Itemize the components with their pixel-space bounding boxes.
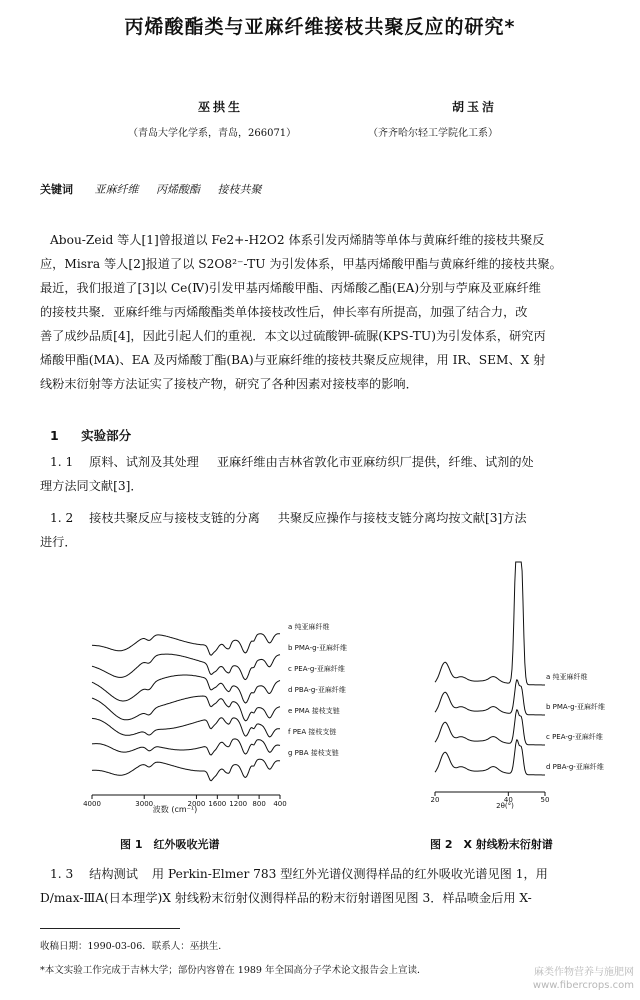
intro-paragraph [40, 228, 628, 396]
xrd-ticks [431, 792, 550, 804]
ir-series-line [92, 654, 280, 680]
xrd-series-line [435, 680, 545, 715]
intro-line: 应，Misra 等人[2]报道了以 S2O8²⁻-TU 为引发体系，甲基丙烯酸甲酯与黄麻纤维的接枝共聚。 [40, 257, 562, 271]
intro-line: 线粉末衍射等方法证实了接枝产物，研究了各种因素对接枝率的影响． [40, 377, 418, 391]
ir-tick-label: 3000 [135, 800, 154, 808]
author-2-name: 胡玉洁 [452, 100, 498, 114]
ir-legend-entry: a 纯亚麻纤维 [288, 623, 330, 631]
keyword-item: 丙烯酸酯 [156, 183, 200, 196]
subsection-text: 亚麻纤维由吉林省敦化市亚麻纺织厂提供，纤维、试剂的处 [216, 455, 534, 469]
xrd-series-line [435, 562, 545, 685]
subsection-text: 用 Perkin-Elmer 783 型红外光谱仪测得样品的红外吸收光谱见图 1，用 [151, 867, 548, 881]
intro-line: Abou-Zeid 等人[1]曾报道以 Fe2+-H2O2 体系引发丙烯腈等单体与黄麻纤维的接枝共聚反 [50, 233, 545, 247]
author-1-name: 巫拱生 [198, 100, 244, 114]
figure-2-caption: 图 2 X 射线粉末衍射谱 [430, 838, 553, 851]
xrd-legend [546, 672, 605, 771]
ir-tick-label: 4000 [83, 800, 101, 808]
ir-series-line [92, 696, 280, 721]
intro-line: 善了成纱品质[4]，因此引起人们的重视．本文以过硫酸钾-硫脲(KPS-TU)为引发体系，研究丙 [40, 329, 546, 343]
footnote-note: *本文实验工作完成于吉林大学；部份内容曾在 1989 年全国高分子学术论文报告会上宣读． [40, 965, 427, 976]
ir-series-line [92, 718, 280, 737]
watermark-line: www.fibercrops.com [532, 980, 634, 991]
ir-legend-entry: e PMA 接枝支链 [288, 707, 340, 715]
xrd-tick-label: 40 [503, 796, 513, 804]
intro-line: 的接枝共聚．亚麻纤维与丙烯酸酯类单体接枝改性后，伸长率有所提高，加强了结合力，改 [40, 305, 528, 319]
section-title: 实验部分 [81, 428, 132, 443]
ir-tick-label: 1200 [229, 800, 248, 808]
ir-tick-label: 1600 [208, 800, 227, 808]
ir-tick-label: 2000 [187, 800, 206, 808]
xrd-chart [420, 560, 630, 810]
keywords-label: 关键词 [40, 183, 73, 196]
keyword-item: 亚麻纤维 [94, 183, 139, 196]
subsection-text: 共聚反应操作与接枝支链分离均按文献[3]方法 [277, 511, 527, 525]
subsection-line [40, 450, 628, 474]
xrd-tick-label: 20 [430, 796, 440, 804]
subsection-number: 1. 2 [50, 511, 74, 525]
xrd-tick-label: 50 [540, 796, 550, 804]
xrd-legend-entry: c PEA-g-亚麻纤维 [546, 733, 603, 741]
subsection-number: 1. 1 [50, 455, 74, 469]
subsection-heading: 结构测试 [89, 867, 138, 881]
ir-legend-entry: b PMA-g-亚麻纤维 [288, 644, 348, 652]
ir-x-axis-label: 波数 (cm⁻¹) [152, 805, 198, 814]
ir-curves [92, 634, 280, 781]
ir-tick-label: 400 [273, 800, 287, 808]
keywords-line [40, 181, 276, 197]
footnote-received: 收稿日期：1990-03-06．联系人：巫拱生． [40, 941, 228, 952]
subsection-line [40, 506, 628, 530]
figure-1-caption: 图 1 红外吸收光谱 [120, 838, 220, 851]
ir-spectrum-chart [80, 590, 425, 815]
xrd-legend-entry: d PBA-g-亚麻纤维 [546, 763, 604, 771]
subsection-line: 进行． [40, 535, 77, 549]
footnote-rule [40, 928, 180, 929]
subsection-heading: 原料、试剂及其处理 [89, 455, 199, 469]
ir-series-line [92, 634, 280, 656]
subsection-heading: 接枝共聚反应与接枝支链的分离 [89, 511, 260, 525]
ir-legend-entry: d PBA-g-亚麻纤维 [288, 686, 346, 694]
ir-legend-entry: c PEA-g-亚麻纤维 [288, 665, 345, 673]
intro-line: 烯酸甲酯(MA)、EA 及丙烯酸丁酯(BA)与亚麻纤维的接枝共聚反应规律，用 IR、SEM、X 射 [40, 353, 546, 367]
watermark [533, 966, 634, 992]
section-number: 1 [50, 428, 59, 443]
xrd-x-axis-label: 2θ(°) [496, 802, 514, 810]
subsection-line [40, 862, 628, 886]
ir-legend-entry: g PBA 接枝支链 [288, 749, 339, 757]
watermark-line: 麻类作物营养与施肥网 [534, 967, 634, 978]
section-heading [50, 426, 131, 444]
author-1-affiliation: （青岛大学化学系，青岛，266071） [128, 128, 297, 139]
ir-legend-entry: f PEA 接枝支链 [288, 728, 337, 736]
subsection-line: D/max-ⅢA(日本理学)X 射线粉末衍射仪测得样品的粉末衍射谱图见图 3．样品喷金后用 X- [40, 891, 532, 905]
xrd-curves [435, 562, 545, 775]
subsection-line: 理方法同文献[3]． [40, 479, 143, 493]
subsection-1-3 [40, 862, 628, 910]
author-2-affiliation: （齐齐哈尔轻工学院化工系） [368, 128, 498, 139]
subsection-number: 1. 3 [50, 867, 74, 881]
subsection-1-1 [40, 450, 628, 498]
xrd-legend-entry: a 纯亚麻纤维 [546, 673, 588, 681]
intro-line: 最近，我们报道了[3]以 Ce(Ⅳ)引发甲基丙烯酸甲酯、丙烯酸乙酯(EA)分别与苧麻及亚麻纤维 [40, 281, 541, 295]
xrd-legend-entry: b PMA-g-亚麻纤维 [546, 703, 606, 711]
paper-title: 丙烯酸酯类与亚麻纤维接枝共聚反应的研究* [124, 16, 516, 38]
keyword-item: 接枝共聚 [217, 183, 262, 196]
ir-series-line [92, 759, 280, 781]
ir-series-line [92, 739, 280, 755]
subsection-1-2 [40, 506, 628, 554]
ir-tick-label: 800 [252, 800, 266, 808]
ir-legend [288, 622, 347, 757]
